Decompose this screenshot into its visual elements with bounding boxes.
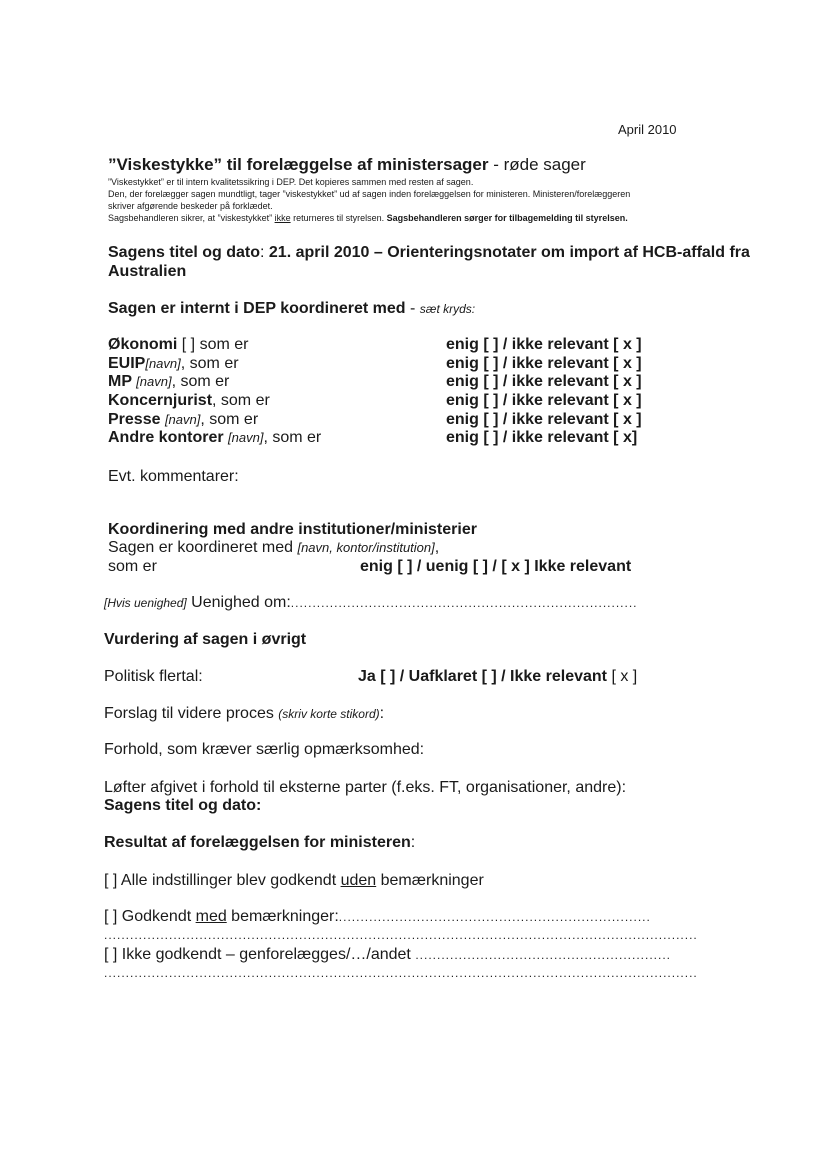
coordination-row-status: enig [ ] / ikke relevant [ x ] [446,373,642,390]
result-option-remarks-dots: ........................................................................ [338,910,651,924]
coordination-row-suffix: , som er [263,429,322,446]
promises-label: Løfter afgivet i forhold til eksterne parter (f.eks. FT, organisationer, andre): [104,779,627,796]
title-suffix: - røde sager [488,155,586,174]
coordination-dash: - [405,300,420,317]
coordination-row-label [108,373,229,391]
coordination-row-hint: [navn] [136,374,172,389]
result-option-approved[interactable] [104,872,484,890]
coordination-row-name: MP [108,373,137,390]
coordination-row-label [108,355,239,373]
institutions-line-1-hint: [navn, kontor/institution] [297,540,435,555]
institutions-status-b: Ikke relevant [534,558,632,575]
coordination-row-hint: [navn] [145,356,181,371]
assessment-heading: Vurdering af sagen i øvrigt [104,631,307,648]
coordination-row-label [108,336,248,354]
case-title-repeat: Sagens titel og dato: [104,797,262,814]
coordination-row-name: EUIP [108,355,146,372]
dotted-line-2: ......................................................................................................................................... [104,966,698,980]
proposal-hint: (skriv korte stikord) [278,707,380,721]
result-option-remarks-a: [ ] Godkendt [104,908,196,925]
result-option-approved-u: uden [340,872,377,889]
political-label: Politisk flertal: [104,668,203,685]
coordination-row-name: Presse [108,411,165,428]
political-status [358,668,637,686]
coordination-heading [108,300,475,318]
title-text: ”Viskestykke” til forelæggelse af ministersager [108,155,489,174]
result-option-not-approved[interactable] [104,946,671,964]
result-option-remarks-b: bemærkninger: [226,908,339,925]
institutions-status-a: enig [ ] / uenig [ ] / [ x ] [360,558,535,575]
coordination-heading-text: Sagen er internt i DEP koordineret med [108,300,406,317]
intro-line-1: ”Viskestykket” er til intern kvalitetssikring i DEP. Det kopieres sammen med resten af sagen. [108,177,474,187]
institutions-heading: Koordinering med andre institutioner/ministerier [108,521,477,538]
result-option-not-approved-a: [ ] Ikke godkendt – genforelægges/…/andet [104,946,416,963]
political-status-a: Ja [ ] / Uafklaret [ ] / Ikke relevant [358,668,612,685]
attention-label: Forhold, som kræver særlig opmærksomhed: [104,741,425,758]
result-heading-text: Resultat af forelæggelsen for ministeren [104,834,411,851]
institutions-line-1-a: Sagen er koordineret med [108,539,298,556]
result-option-remarks-u: med [195,908,227,925]
case-title-line-1 [108,244,750,262]
intro-line-2: Den, der forelægger sagen mundtligt, tager ”viskestykket” ud af sagen inden forelæggelsen for ministeren. Ministeren/forelæggeren [108,189,631,199]
dotted-line-1: ......................................................................................................................................... [104,928,698,942]
institutions-line-2-status [360,558,631,576]
coordination-row-status: enig [ ] / ikke relevant [ x ] [446,392,642,409]
disagreement-dots: ................................................................................ [290,596,638,610]
intro-line-4-c: Sagsbehandleren sørger for tilbagemelding til styrelsen. [386,213,628,223]
coordination-row-name: Andre kontorer [108,429,229,446]
case-title-line-2: Australien [108,263,187,280]
disagreement-label: Uenighed om: [186,594,291,611]
coordination-hint: sæt kryds: [419,302,476,316]
institutions-line-1-b: , [434,539,440,556]
case-title-label: Sagens titel og dato [108,244,261,261]
coordination-row-label [108,411,258,429]
result-heading-colon: : [410,834,416,851]
intro-line-4-a: Sagsbehandleren sikrer, at ”viskestykket” [108,213,275,223]
disagreement-hint: [Hvis uenighed] [104,596,187,610]
coordination-row-label [108,429,321,447]
coordination-row-name: Økonomi [108,336,178,353]
disagreement-line [104,594,638,612]
intro-line-4-b: returneres til styrelsen. [290,213,387,223]
intro-line-3: skriver afgørende beskeder på forklædet. [108,201,273,211]
institutions-line-1 [108,539,439,557]
coordination-row-suffix: , som er [171,373,230,390]
intro-line-4-underlined: ikke [274,213,291,223]
result-option-approved-b: bemærkninger [376,872,484,889]
coordination-row-hint: [navn] [164,412,201,427]
result-option-approved-a: [ ] Alle indstillinger blev godkendt [104,872,341,889]
coordination-row-suffix: , som er [212,392,270,409]
case-title-value: 21. april 2010 – Orienteringsnotater om import af HCB-affald fra [268,244,750,261]
coordination-row-status: enig [ ] / ikke relevant [ x ] [446,411,642,428]
political-status-b: [ x ] [611,668,638,685]
coordination-row-status: enig [ ] / ikke relevant [ x] [446,429,638,446]
proposal-line [104,705,384,723]
coordination-row-status: enig [ ] / ikke relevant [ x ] [446,355,642,372]
case-title-colon: : [260,244,269,261]
result-option-not-approved-dots: ........................................................... [415,948,672,962]
coordination-row-suffix: , som er [200,411,259,428]
result-option-with-remarks[interactable] [104,908,651,926]
document-date: April 2010 [618,122,677,137]
proposal-colon: : [379,705,385,722]
coordination-row-suffix: , som er [180,355,239,372]
coordination-row-label [108,392,270,410]
result-heading [104,834,415,852]
proposal-label: Forslag til videre proces [104,705,279,722]
coordination-row-suffix: [ ] som er [177,336,249,353]
coordination-row-name: Koncernjurist [108,392,213,409]
intro-line-4 [108,213,628,224]
comments-label: Evt. kommentarer: [108,468,239,485]
coordination-row-hint: [navn] [228,430,264,445]
institutions-line-2-label: som er [108,558,157,575]
page-title [108,155,586,175]
coordination-row-status: enig [ ] / ikke relevant [ x ] [446,336,642,353]
